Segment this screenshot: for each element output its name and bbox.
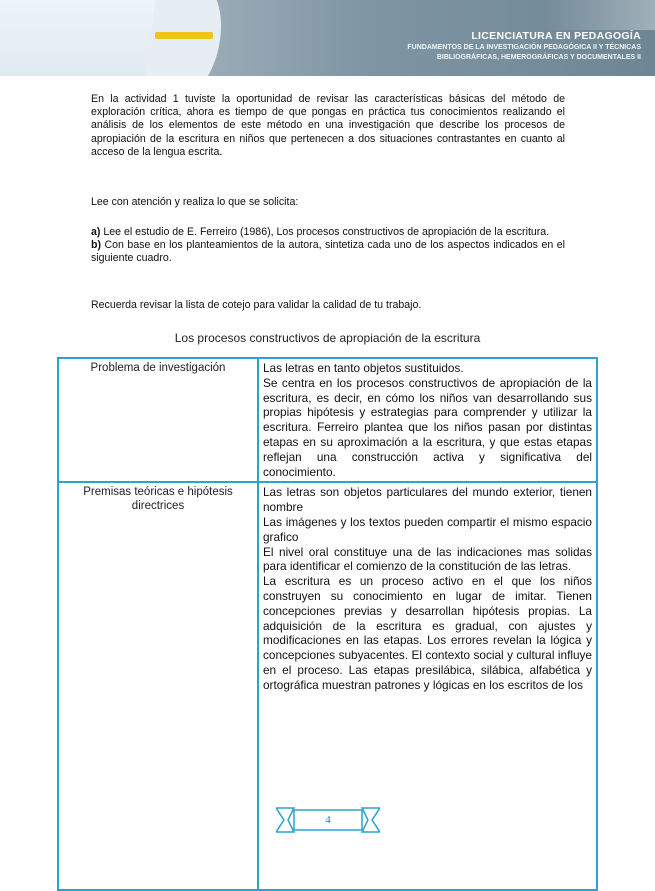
- header-decoration: [545, 0, 655, 30]
- row-label-theoretical-premises: Premisas teóricas e hipótesis directrices: [58, 482, 258, 890]
- course-title-line2: BIBLIOGRÁFICAS, HEMEROGRÁFICAS Y DOCUMENTALES II: [436, 54, 641, 61]
- page-number: 4: [325, 814, 331, 826]
- item-a-text: Lee el estudio de E. Ferreiro (1986), Los procesos constructivos de apropiación de la escritura.: [103, 226, 550, 238]
- checklist-reminder: Recuerda revisar la lista de cotejo para validar la calidad de tu trabajo.: [91, 299, 422, 311]
- content-line: Las letras en tanto objetos sustituidos.: [263, 361, 464, 375]
- program-title: LICENCIATURA EN PEDAGOGÍA: [471, 30, 641, 42]
- content-line: El nivel oral constituye una de las indicaciones mas solidas para identificar el comienzo de la constitución de las letras.: [263, 544, 592, 574]
- yellow-accent-bar: [155, 32, 213, 39]
- row-label-research-problem: Problema de investigación: [58, 358, 258, 482]
- content-line: La escritura es un proceso activo en el que los niños construyen su conocimiento en lugar de imitar. Tienen concepciones previas y desarrollan hipótesis propias. La adquisición de la escritura es gradual, con ajustes y modificaciones en las etapas. Los errores revelan la lógica y concepciones subyacentes. El contexto social y cultural influye en el proceso. Las etapas presilábica, silábica, alfabética y ortográfica muestran patrones y lógicas en los escritos de los: [263, 574, 592, 692]
- item-a-label: a): [91, 226, 101, 238]
- course-title-line1: FUNDAMENTOS DE LA INVESTIGACIÓN PEDAGÓGICA II Y TÉCNICAS: [407, 44, 641, 51]
- intro-paragraph: En la actividad 1 tuviste la oportunidad de revisar las características básicas del método de exploración crítica, ahora es tiempo de que pongas en práctica tus conocimientos realizando el análisis de los elementos de este método en una investigación que describe los procesos de apropiación de la escritura en niños que pertenecen a dos situaciones contrastantes en cuanto al acceso de la lengua escrita.: [91, 93, 565, 158]
- content-line: Se centra en los procesos constructivos de apropiación de la escritura, es decir, en cómo los niños van desarrollando sus propias hipótesis y estrategias para comprender y utilizar la escritura. Ferreiro plantea que los niños pasan por distintas etapas en su aproximación a la escritura, y que estas etapas reflejan una construcción activa y significativa del conocimiento.: [263, 375, 592, 479]
- instruction-paragraph: Lee con atención y realiza lo que se solicita:: [91, 196, 299, 208]
- item-a: [91, 226, 565, 266]
- table-caption: Los procesos constructivos de apropiación de la escritura: [174, 331, 481, 345]
- item-b-label: b): [91, 239, 101, 252]
- row-content-research-problem: [258, 358, 597, 482]
- content-line: Las letras son objetos particulares del mundo exterior, tienen nombre: [263, 485, 592, 515]
- content-line: Las imágenes y los textos pueden compartir el mismo espacio grafico: [263, 514, 592, 544]
- item-b-text: Con base en los planteamientos de la autora, sintetiza cada uno de los aspectos indicados en el siguiente cuadro.: [91, 239, 565, 265]
- page-footer: [276, 806, 380, 834]
- page-header: [0, 0, 655, 76]
- table-row: [58, 358, 597, 482]
